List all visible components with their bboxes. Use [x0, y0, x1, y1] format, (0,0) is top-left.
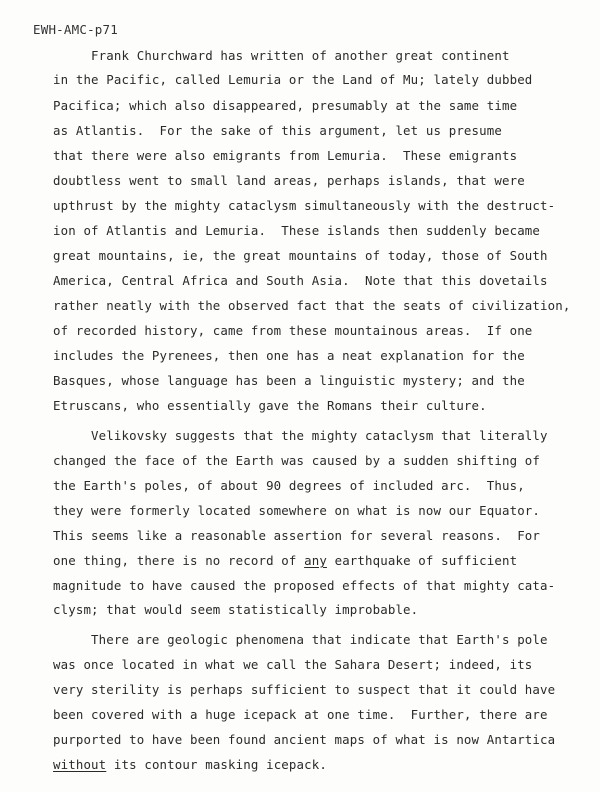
text-segment: its contour masking icepack. [106, 757, 327, 772]
text-segment: in the Pacific, called Lemuria or the Land of Mu; lately dubbed [53, 72, 533, 87]
text-segment: one thing, there is no record of [53, 553, 305, 568]
text-line [53, 578, 555, 593]
text-line [53, 123, 502, 138]
underlined-text: any [304, 553, 327, 568]
text-line [53, 707, 548, 722]
text-segment: Velikovsky suggests that the mighty cataclysm that literally [53, 428, 548, 443]
text-segment: been covered with a huge icepack at one time. Further, there are [53, 707, 548, 722]
text-segment: great mountains, ie, the great mountains of today, those of South [53, 248, 548, 263]
text-line [53, 273, 548, 288]
text-line [53, 72, 532, 87]
text-segment: includes the Pyrenees, then one has a neat explanation for the [53, 348, 525, 363]
text-segment: changed the face of the Earth was caused by a sudden shifting of [53, 453, 541, 468]
text-line [53, 682, 555, 697]
text-segment: the Earth's poles, of about 90 degrees of included arc. Thus, [53, 478, 525, 493]
text-segment: America, Central Africa and South Asia. Note that this dovetails [53, 273, 548, 288]
text-line [53, 398, 487, 413]
text-line [53, 373, 525, 388]
text-line [53, 48, 510, 63]
text-line [53, 348, 525, 363]
text-segment: magnitude to have caused the proposed effects of that mighty cata- [53, 578, 556, 593]
text-line [53, 478, 525, 493]
text-segment: This seems like a reasonable assertion for several reasons. For [53, 528, 541, 543]
text-line [53, 173, 525, 188]
text-segment: Frank Churchward has written of another great continent [53, 48, 510, 63]
text-segment: as Atlantis. For the sake of this argument, let us presume [53, 123, 502, 138]
text-line [53, 428, 548, 443]
text-segment: ion of Atlantis and Lemuria. These islands then suddenly became [53, 223, 541, 238]
text-line [53, 148, 517, 163]
text-line [53, 453, 540, 468]
page-header: EWH-AMC-p71 [33, 22, 118, 37]
text-line [53, 602, 418, 617]
text-segment: of recorded history, came from these mountainous areas. If one [53, 323, 533, 338]
text-segment: rather neatly with the observed fact that the seats of civilization, [53, 298, 571, 313]
text-segment: doubtless went to small land areas, perhaps islands, that were [53, 173, 525, 188]
text-line [53, 757, 327, 772]
text-line [53, 732, 555, 747]
text-line [53, 503, 540, 518]
text-segment: they were formerly located somewhere on what is now our Equator. [53, 503, 541, 518]
text-segment: clysm; that would seem statistically improbable. [53, 602, 419, 617]
text-line [53, 98, 517, 113]
text-segment: earthquake of sufficient [326, 553, 518, 568]
text-segment: Etruscans, who essentially gave the Romans their culture. [53, 398, 487, 413]
text-segment: Basques, whose language has been a linguistic mystery; and the [53, 373, 525, 388]
text-line [53, 298, 570, 313]
text-segment: upthrust by the mighty cataclysm simultaneously with the destruct- [53, 198, 556, 213]
text-segment: Pacifica; which also disappeared, presumably at the same time [53, 98, 518, 113]
text-line [53, 553, 517, 568]
text-segment: purported to have been found ancient maps of what is now Antartica [53, 732, 556, 747]
text-segment: There are geologic phenomena that indicate that Earth's pole [53, 632, 548, 647]
text-line [53, 248, 548, 263]
text-line [53, 657, 532, 672]
text-segment: was once located in what we call the Sahara Desert; indeed, its [53, 657, 533, 672]
text-line [53, 223, 540, 238]
text-line [53, 198, 555, 213]
text-line [53, 632, 548, 647]
text-line [53, 528, 540, 543]
text-segment: very sterility is perhaps sufficient to suspect that it could have [53, 682, 556, 697]
underlined-text: without [53, 757, 107, 772]
text-segment: that there were also emigrants from Lemuria. These emigrants [53, 148, 518, 163]
text-line [53, 323, 532, 338]
